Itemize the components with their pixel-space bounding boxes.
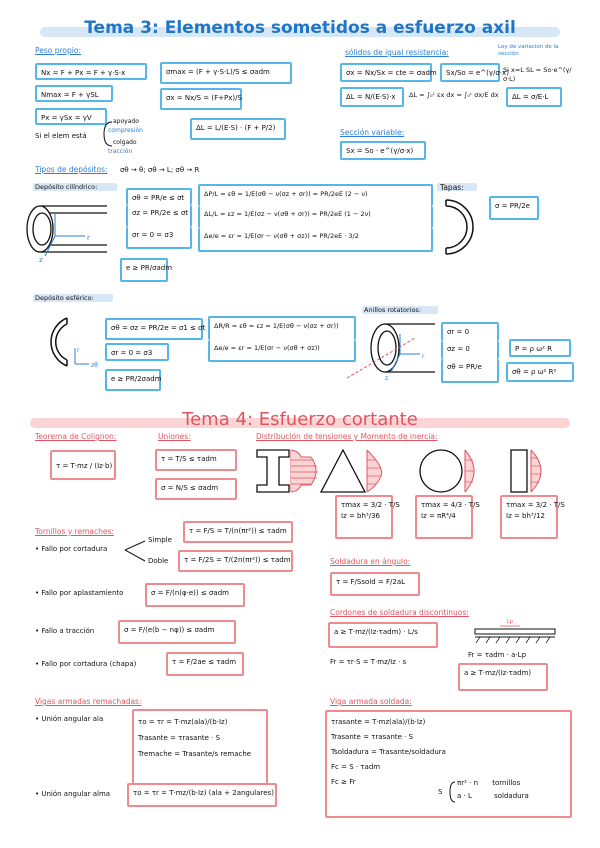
vr-eq-trasante: Trasante = τrasante · S	[138, 734, 221, 743]
colignon-eq: τ = T·mz / (Iz·b)	[50, 450, 116, 480]
anillos-eq-sigmatheta-rho: σθ = ρ ω² R²	[506, 362, 574, 382]
vs-eq-tsoldadura: Tsoldadura = Trasante/soldadura	[331, 748, 446, 757]
aplastamiento-label: • Fallo por aplastamiento	[35, 589, 124, 597]
svg-text:r: r	[422, 353, 425, 360]
solidos-eq-sigmax: σx = Nx/Sx = cte = σadm	[340, 63, 432, 82]
elem-brace	[100, 120, 114, 150]
union-ala-text: Unión angular ala	[41, 715, 104, 723]
rectangle-section-icon	[511, 450, 541, 492]
vr-eq-tremache: Tremache = Trasante/s remache	[138, 750, 252, 759]
tri-eq	[335, 495, 400, 539]
aplastamiento-text: Fallo por aplastamiento	[41, 589, 124, 597]
vs-s-label: S	[438, 788, 443, 796]
solidos-heading: sólidos de igual resistencia:	[345, 48, 449, 57]
uniones-heading: Uniones:	[158, 432, 191, 441]
eq-chapa: τ = F/2ae ≤ τadm	[166, 652, 244, 676]
union-alma-text: Unión angular alma	[41, 790, 111, 798]
weld-dim-label: Lp	[507, 619, 513, 625]
distribution-diagrams	[255, 446, 575, 496]
cilindrico-heading: Depósito cilíndrico:	[35, 183, 98, 191]
anillos-eq-sigmaz: σz = 0	[441, 341, 499, 359]
cilindrico-eq-deltae: Δe/e = εr = 1/E(σr − ν(σθ + σz)) = PR/2eE · 3/2	[198, 228, 433, 252]
union-alma-label: • Unión angular alma	[35, 790, 111, 798]
vigas-remachadas-heading: Vigas armadas remachadas:	[35, 697, 142, 706]
doble-label: Doble	[148, 557, 169, 565]
tapas-eq: σ = PR/2e	[489, 196, 539, 220]
tri-iz: Iz = bh³/36	[341, 511, 381, 520]
vs-eq-tau: τrasante = T·mz(ala)/(b·Iz)	[331, 718, 426, 726]
peso-eq-nmax: Nmax = F + γSL	[35, 85, 113, 102]
anillos-eq-sigmar: σr = 0	[441, 322, 499, 341]
rect-taumax: τmax = 3/2 · T/S	[506, 501, 565, 509]
vs-eq-fc: Fc = S · τadm	[331, 763, 381, 772]
cylinder-icon	[15, 200, 115, 270]
uniones-eq-sigma: σ = N/S ≤ σadm	[155, 478, 237, 500]
anillos-eq-p: P = ρ ω² R	[509, 339, 571, 357]
traccion-fallo-text: Fallo a tracción	[41, 627, 95, 635]
svg-text:r: r	[87, 234, 90, 242]
vr-eq-alma: τo = τr = T·mz/(b·Iz) (ala + 2angulares)	[127, 783, 277, 807]
soldadura-eq: τ = F/Ssold = F/2aL	[330, 572, 420, 596]
chapa-text: Fallo por cortadura (chapa)	[41, 660, 137, 668]
solidos-note: Ley de variación de la sección	[498, 44, 559, 57]
tapas-heading: Tapas:	[440, 183, 464, 192]
weld-diagram	[470, 617, 560, 647]
triangle-section-icon	[321, 450, 382, 492]
cilindrico-eq-e: e ≥ PR/σadm	[120, 258, 168, 282]
esferico-eq-sigmar: σr = 0 = σ3	[105, 343, 169, 361]
cordones-eq1: a ≥ T·mz/(Iz·τadm) · L/s	[328, 622, 438, 648]
colgado-label: colgado	[113, 139, 137, 146]
circ-eq	[415, 495, 480, 539]
cordones-eq4: a ≥ T·mz/(Iz·τadm)	[458, 663, 548, 691]
apoyado-label: apoyado	[113, 118, 139, 125]
peso-eq-px: Px = γSx = γV	[35, 108, 107, 125]
eq-aplastamiento: σ = F/(n(φ·e)) ≤ σadm	[145, 583, 245, 607]
rect-eq	[500, 495, 565, 539]
esferico-eq-e: e ≥ PR/2σadm	[105, 369, 161, 391]
svg-text:z: z	[39, 256, 43, 264]
solidos-eq-deltal-n: ΔL = N/(E·S)·x	[340, 87, 404, 107]
cilindrico-eq-sigmar: σr = 0 = σ3	[126, 227, 192, 249]
solidos-eq-deltal-final: ΔL = σ/E·L	[506, 87, 562, 107]
esferico-heading: Depósito esférico:	[35, 294, 94, 302]
cordones-eq2: Fr = τr·S = T·mz/Iz · s	[330, 658, 407, 666]
solidos-eq-sl: Si x=L SL = So·e^(γ/σ·L)	[503, 66, 572, 84]
elem-label: Si el elem está	[35, 132, 87, 140]
seccion-variable-heading: Sección variable:	[340, 128, 405, 137]
peso-propio-heading: Peso propio:	[35, 46, 81, 55]
seccion-variable-eq: Sx = So · e^(γ/σ·x)	[340, 141, 426, 160]
tema4-title: Tema 4: Esfuerzo cortante	[182, 409, 418, 430]
peso-eq-sigmax: σx = Nx/S = (F+Px)/S	[160, 88, 242, 110]
peso-eq-nx: Nx = F + Px = F + γ·S·x	[35, 63, 147, 80]
vs-tor-word: tornillos	[492, 779, 521, 787]
svg-text:r: r	[77, 347, 80, 354]
peso-eq-deltal: ΔL = L/(E·S) · (F + P/2)	[190, 118, 286, 140]
sphere-icon	[35, 312, 105, 372]
traccion-fallo-label: • Fallo a tracción	[35, 627, 95, 635]
solidos-eq-integral: ΔL = ∫₀ᴸ εx dx = ∫₀ᴸ σx/E dx	[409, 91, 499, 99]
anillos-eq-sigmatheta: σθ = PR/e	[441, 359, 499, 383]
esferico-eq-deltar: ΔR/R = εθ = εz = 1/E(σθ − ν(σz + σr))	[208, 316, 356, 340]
fallo-cortadura-text: Fallo por cortadura	[41, 545, 108, 553]
cilindrico-eq-deltap: ΔP/L = εθ = 1/E(σθ − ν(σz + σr)) = PR/2eE (2 − ν)	[198, 184, 433, 206]
traccion-label: tracción	[108, 148, 133, 155]
tipos-heading: Tipos de depósitos:	[35, 165, 108, 174]
cordones-heading: Cordones de soldadura discontinuos:	[330, 608, 469, 617]
distribucion-heading: Distribución de tensiones y Momento de inercia:	[256, 432, 438, 441]
circ-taumax: τmax = 4/3 · T/S	[421, 501, 480, 509]
fallo-cortadura-label: • Fallo por cortadura	[35, 545, 108, 553]
simple-label: Simple	[148, 536, 172, 544]
viga-soldada-heading: Viga armada soldada:	[330, 697, 412, 706]
chapa-label: • Fallo por cortadura (chapa)	[35, 660, 137, 668]
ring-icon	[345, 318, 440, 388]
tema3-title: Tema 3: Elementos sometidos a esfuerzo axil	[84, 18, 516, 38]
vs-eq-trasante: Trasante = τrasante · S	[331, 733, 414, 742]
esferico-eq-deltae: Δe/e = εr = 1/E(σr − ν(σθ + σz))	[208, 340, 356, 362]
vr-eq-tau: τo = τr = T·mz(ala)/(b·Iz)	[138, 718, 228, 726]
tipos-text: σθ → θ; σθ → L; σθ → R	[120, 166, 200, 174]
colignon-heading: Teorema de Colignon:	[35, 432, 117, 441]
cilindrico-eq-sigmaz: σz = PR/2e ≤ σt	[126, 205, 192, 227]
cilindrico-eq-sigmatheta: σθ = PR/e ≤ σt	[126, 188, 192, 205]
eq-traccion: σ = F/(e(b − nφ)) ≤ σadm	[118, 620, 236, 644]
solidos-eq-sx: Sx/So = e^(γ/σ·x)	[440, 63, 500, 82]
soldadura-heading: Soldadura en ángulo:	[330, 557, 411, 566]
cilindrico-eq-deltal: ΔL/L = εz = 1/E(σz − ν(σθ + σr)) = PR/2eE (1 − 2ν)	[198, 206, 433, 228]
vs-eq-fcfr: Fc ≥ Fr	[331, 778, 356, 787]
vs-tornillos	[457, 778, 520, 789]
uniones-eq-tau: τ = T/S ≤ τadm	[155, 449, 237, 471]
esferico-eq-sigma: σθ = σz = PR/2e = σ1 ≤ σt	[105, 318, 203, 340]
vs-sol-word: soldadura	[494, 792, 529, 800]
peso-eq-sigmamax: σmax = (F + γ·S·L)/S ≤ σadm	[160, 62, 292, 84]
anillos-heading: Anillos rotatorios:	[364, 306, 422, 314]
tornillos-heading: Tornillos y remaches:	[35, 527, 114, 536]
eq-simple: τ = F/S = T/(n(πr²)) ≤ τadm	[183, 521, 293, 543]
vs-sol-expr: a · L	[457, 792, 472, 800]
cordones-eq3: Fr = τadm · a·Lp	[468, 651, 527, 659]
vs-soldadura	[457, 791, 529, 802]
i-beam-icon	[257, 450, 318, 492]
vs-tor-expr: πr² · n	[457, 779, 479, 787]
circle-section-icon	[420, 450, 474, 492]
circ-iz: Iz = πR⁴/4	[421, 511, 456, 520]
union-ala-label: • Unión angular ala	[35, 715, 104, 723]
compresion-label: compresión	[108, 127, 143, 134]
rect-iz: Iz = bh³/12	[506, 511, 546, 520]
eq-doble: τ = F/2S = T/(2n(πr²)) ≤ τadm	[178, 550, 293, 572]
tri-taumax: τmax = 3/2 · T/S	[341, 501, 400, 509]
svg-text:z: z	[385, 375, 389, 382]
tapa-icon	[440, 196, 480, 258]
vigas-remachadas-box	[132, 709, 268, 786]
vs-brace	[447, 780, 457, 804]
svg-text:zθ: zθ	[91, 362, 98, 369]
